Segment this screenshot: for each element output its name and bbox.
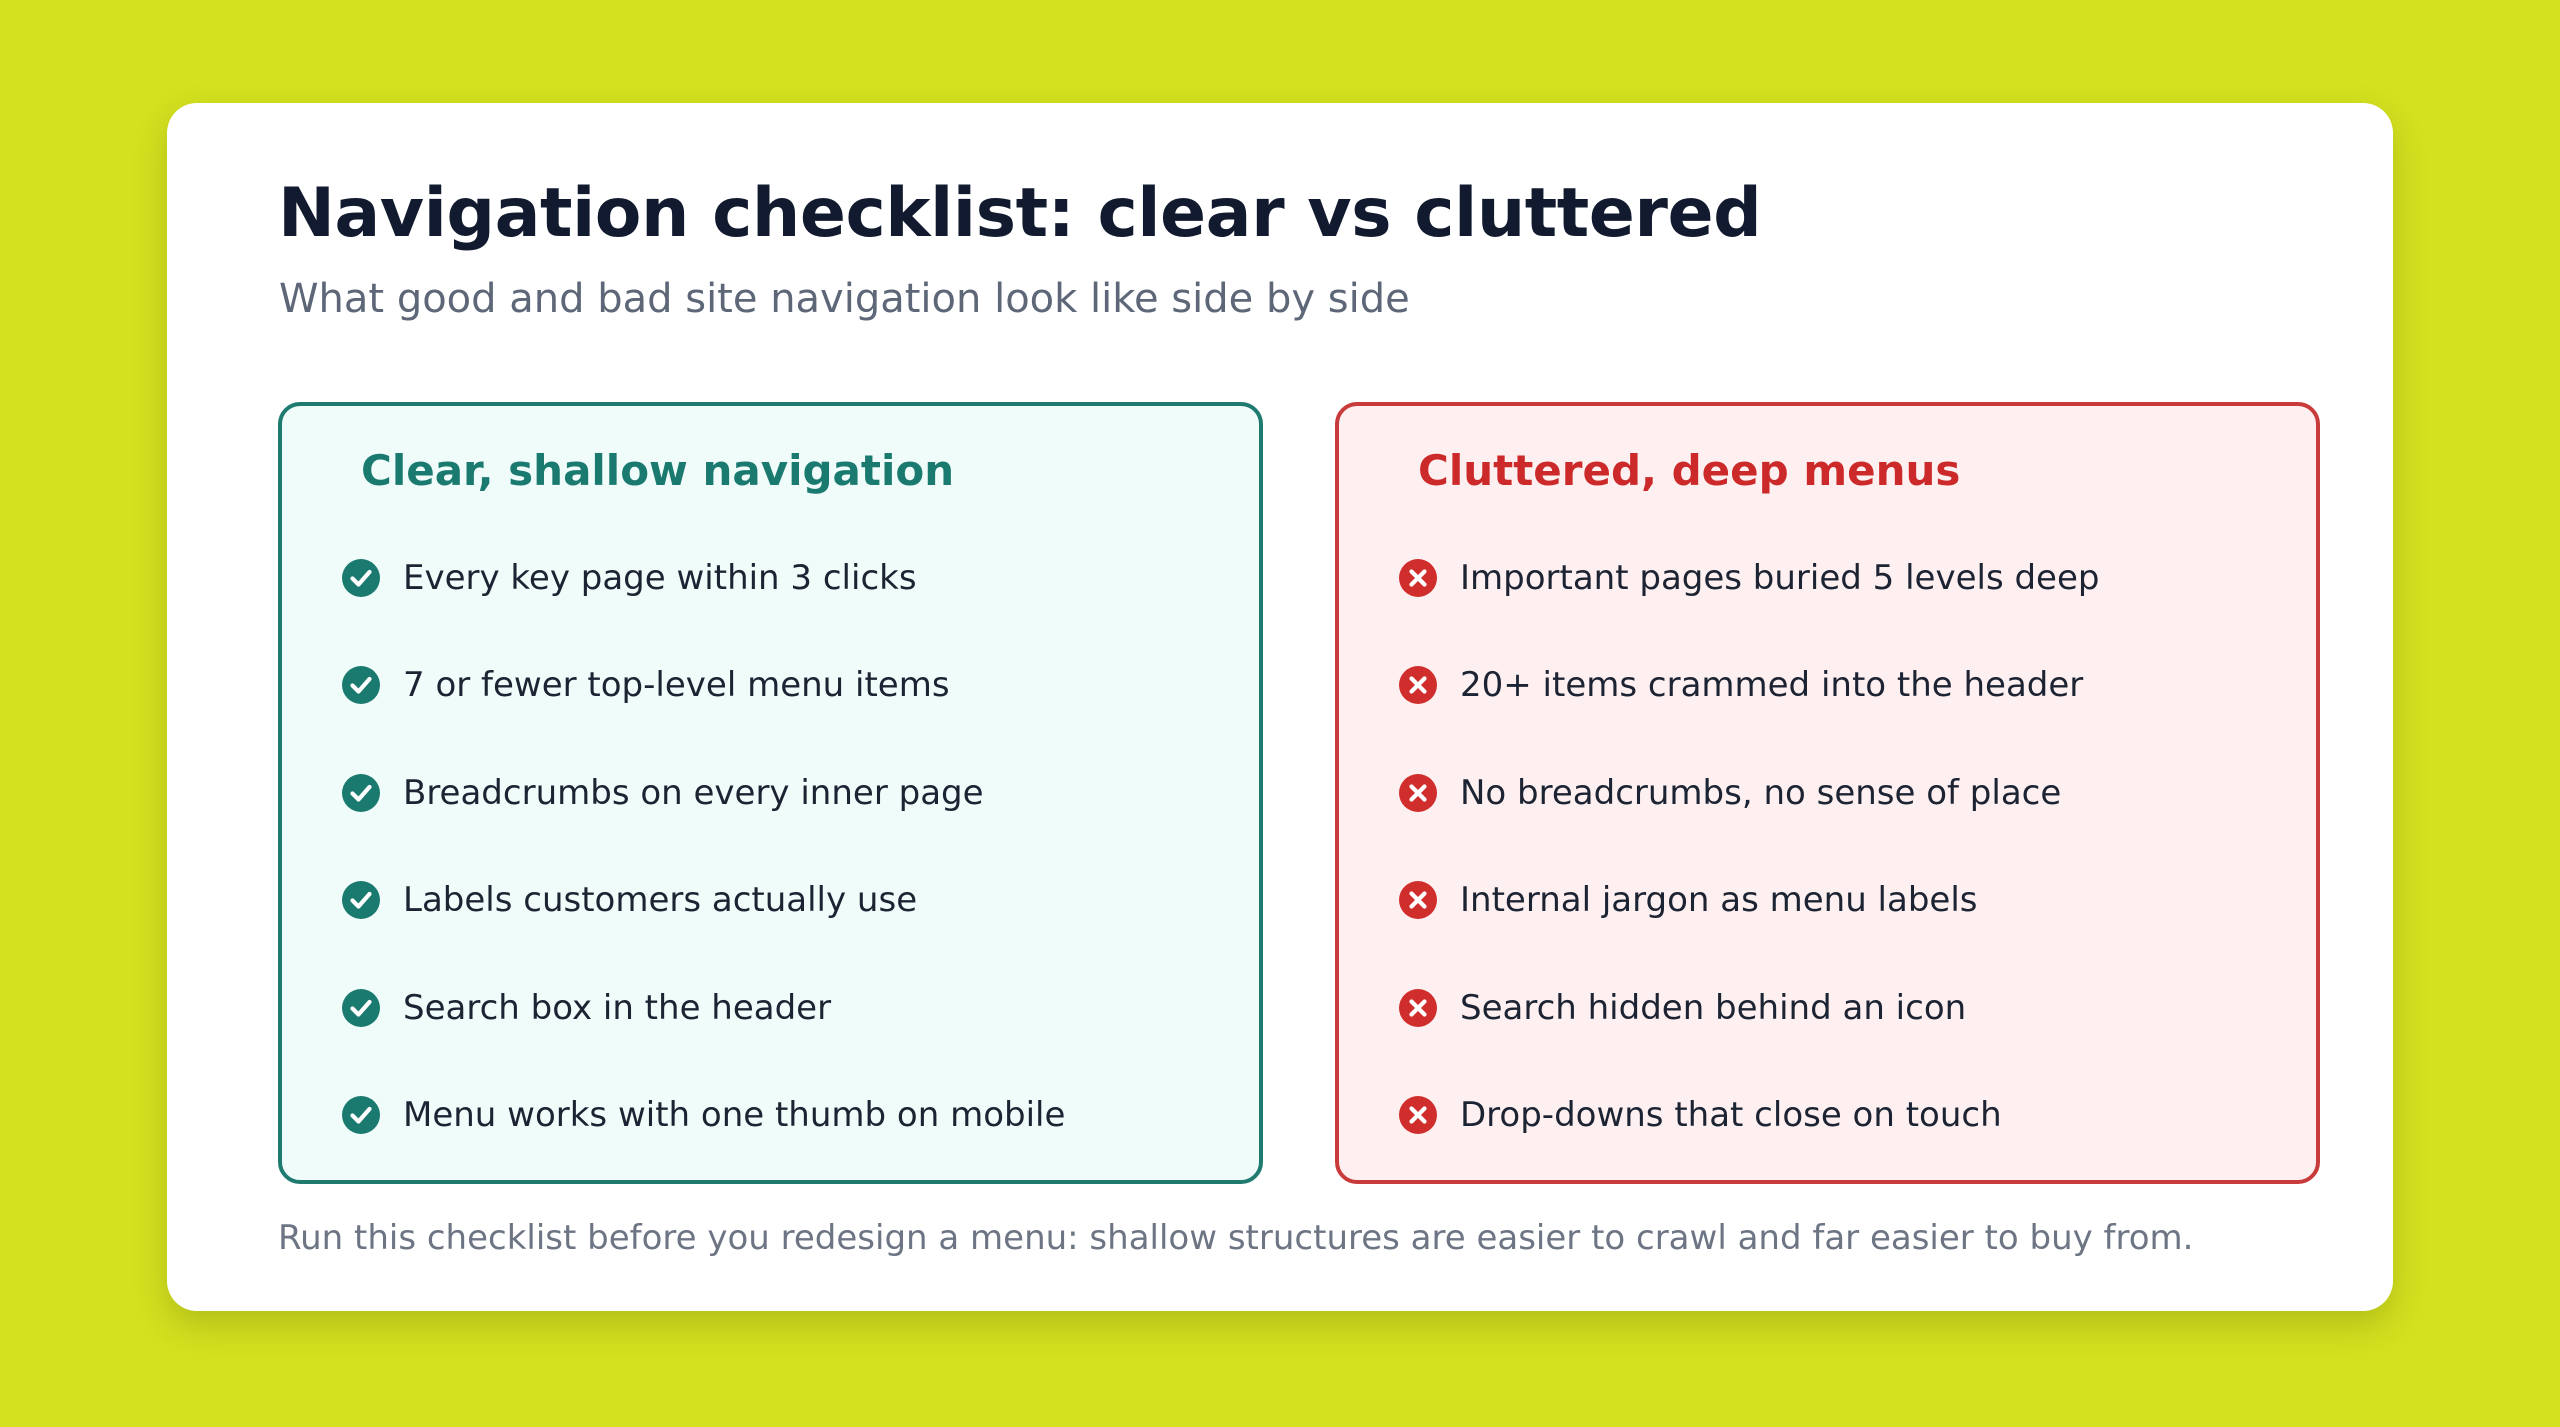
- list-item: [1399, 739, 2099, 847]
- x-circle-icon: [1399, 881, 1437, 919]
- list-item-text: Labels customers actually use: [403, 880, 918, 921]
- bad-navigation-panel: [1335, 402, 2320, 1184]
- list-item-text: Search hidden behind an icon: [1460, 987, 1967, 1028]
- list-item-text: Menu works with one thumb on mobile: [403, 1095, 1066, 1136]
- bad-checklist: [1399, 524, 2099, 1169]
- good-panel-heading: Clear, shallow navigation: [361, 446, 955, 495]
- x-circle-icon: [1399, 774, 1437, 812]
- list-item: [342, 847, 1065, 955]
- check-circle-icon: [342, 881, 380, 919]
- list-item-text: 20+ items crammed into the header: [1460, 665, 2084, 706]
- check-circle-icon: [342, 666, 380, 704]
- list-item: [342, 524, 1065, 632]
- bad-panel-heading: Cluttered, deep menus: [1418, 446, 1961, 495]
- list-item-text: No breadcrumbs, no sense of place: [1460, 772, 2062, 813]
- list-item: [342, 632, 1065, 740]
- check-circle-icon: [342, 559, 380, 597]
- good-checklist: [342, 524, 1065, 1169]
- list-item: [1399, 954, 2099, 1062]
- good-navigation-panel: [278, 402, 1263, 1184]
- list-item: [1399, 1062, 2099, 1170]
- list-item: [1399, 847, 2099, 955]
- x-circle-icon: [1399, 989, 1437, 1027]
- list-item: [1399, 524, 2099, 632]
- check-circle-icon: [342, 774, 380, 812]
- list-item: [342, 1062, 1065, 1170]
- page-title: Navigation checklist: clear vs cluttered: [278, 174, 1762, 253]
- list-item: [342, 954, 1065, 1062]
- list-item-text: Breadcrumbs on every inner page: [403, 772, 984, 813]
- list-item: [1399, 632, 2099, 740]
- x-circle-icon: [1399, 1096, 1437, 1134]
- check-circle-icon: [342, 989, 380, 1027]
- footer-note: Run this checklist before you redesign a menu: shallow structures are easier to crawl and far easier to buy from.: [278, 1218, 2194, 1258]
- list-item-text: Internal jargon as menu labels: [1460, 880, 1978, 921]
- x-circle-icon: [1399, 666, 1437, 704]
- list-item: [342, 739, 1065, 847]
- checklist-card: [167, 103, 2393, 1311]
- check-circle-icon: [342, 1096, 380, 1134]
- list-item-text: Search box in the header: [403, 987, 832, 1028]
- page-subtitle: What good and bad site navigation look like side by side: [279, 276, 1410, 322]
- list-item-text: Drop-downs that close on touch: [1460, 1095, 2002, 1136]
- list-item-text: Every key page within 3 clicks: [403, 557, 917, 598]
- list-item-text: Important pages buried 5 levels deep: [1460, 557, 2100, 598]
- x-circle-icon: [1399, 559, 1437, 597]
- list-item-text: 7 or fewer top-level menu items: [403, 665, 950, 706]
